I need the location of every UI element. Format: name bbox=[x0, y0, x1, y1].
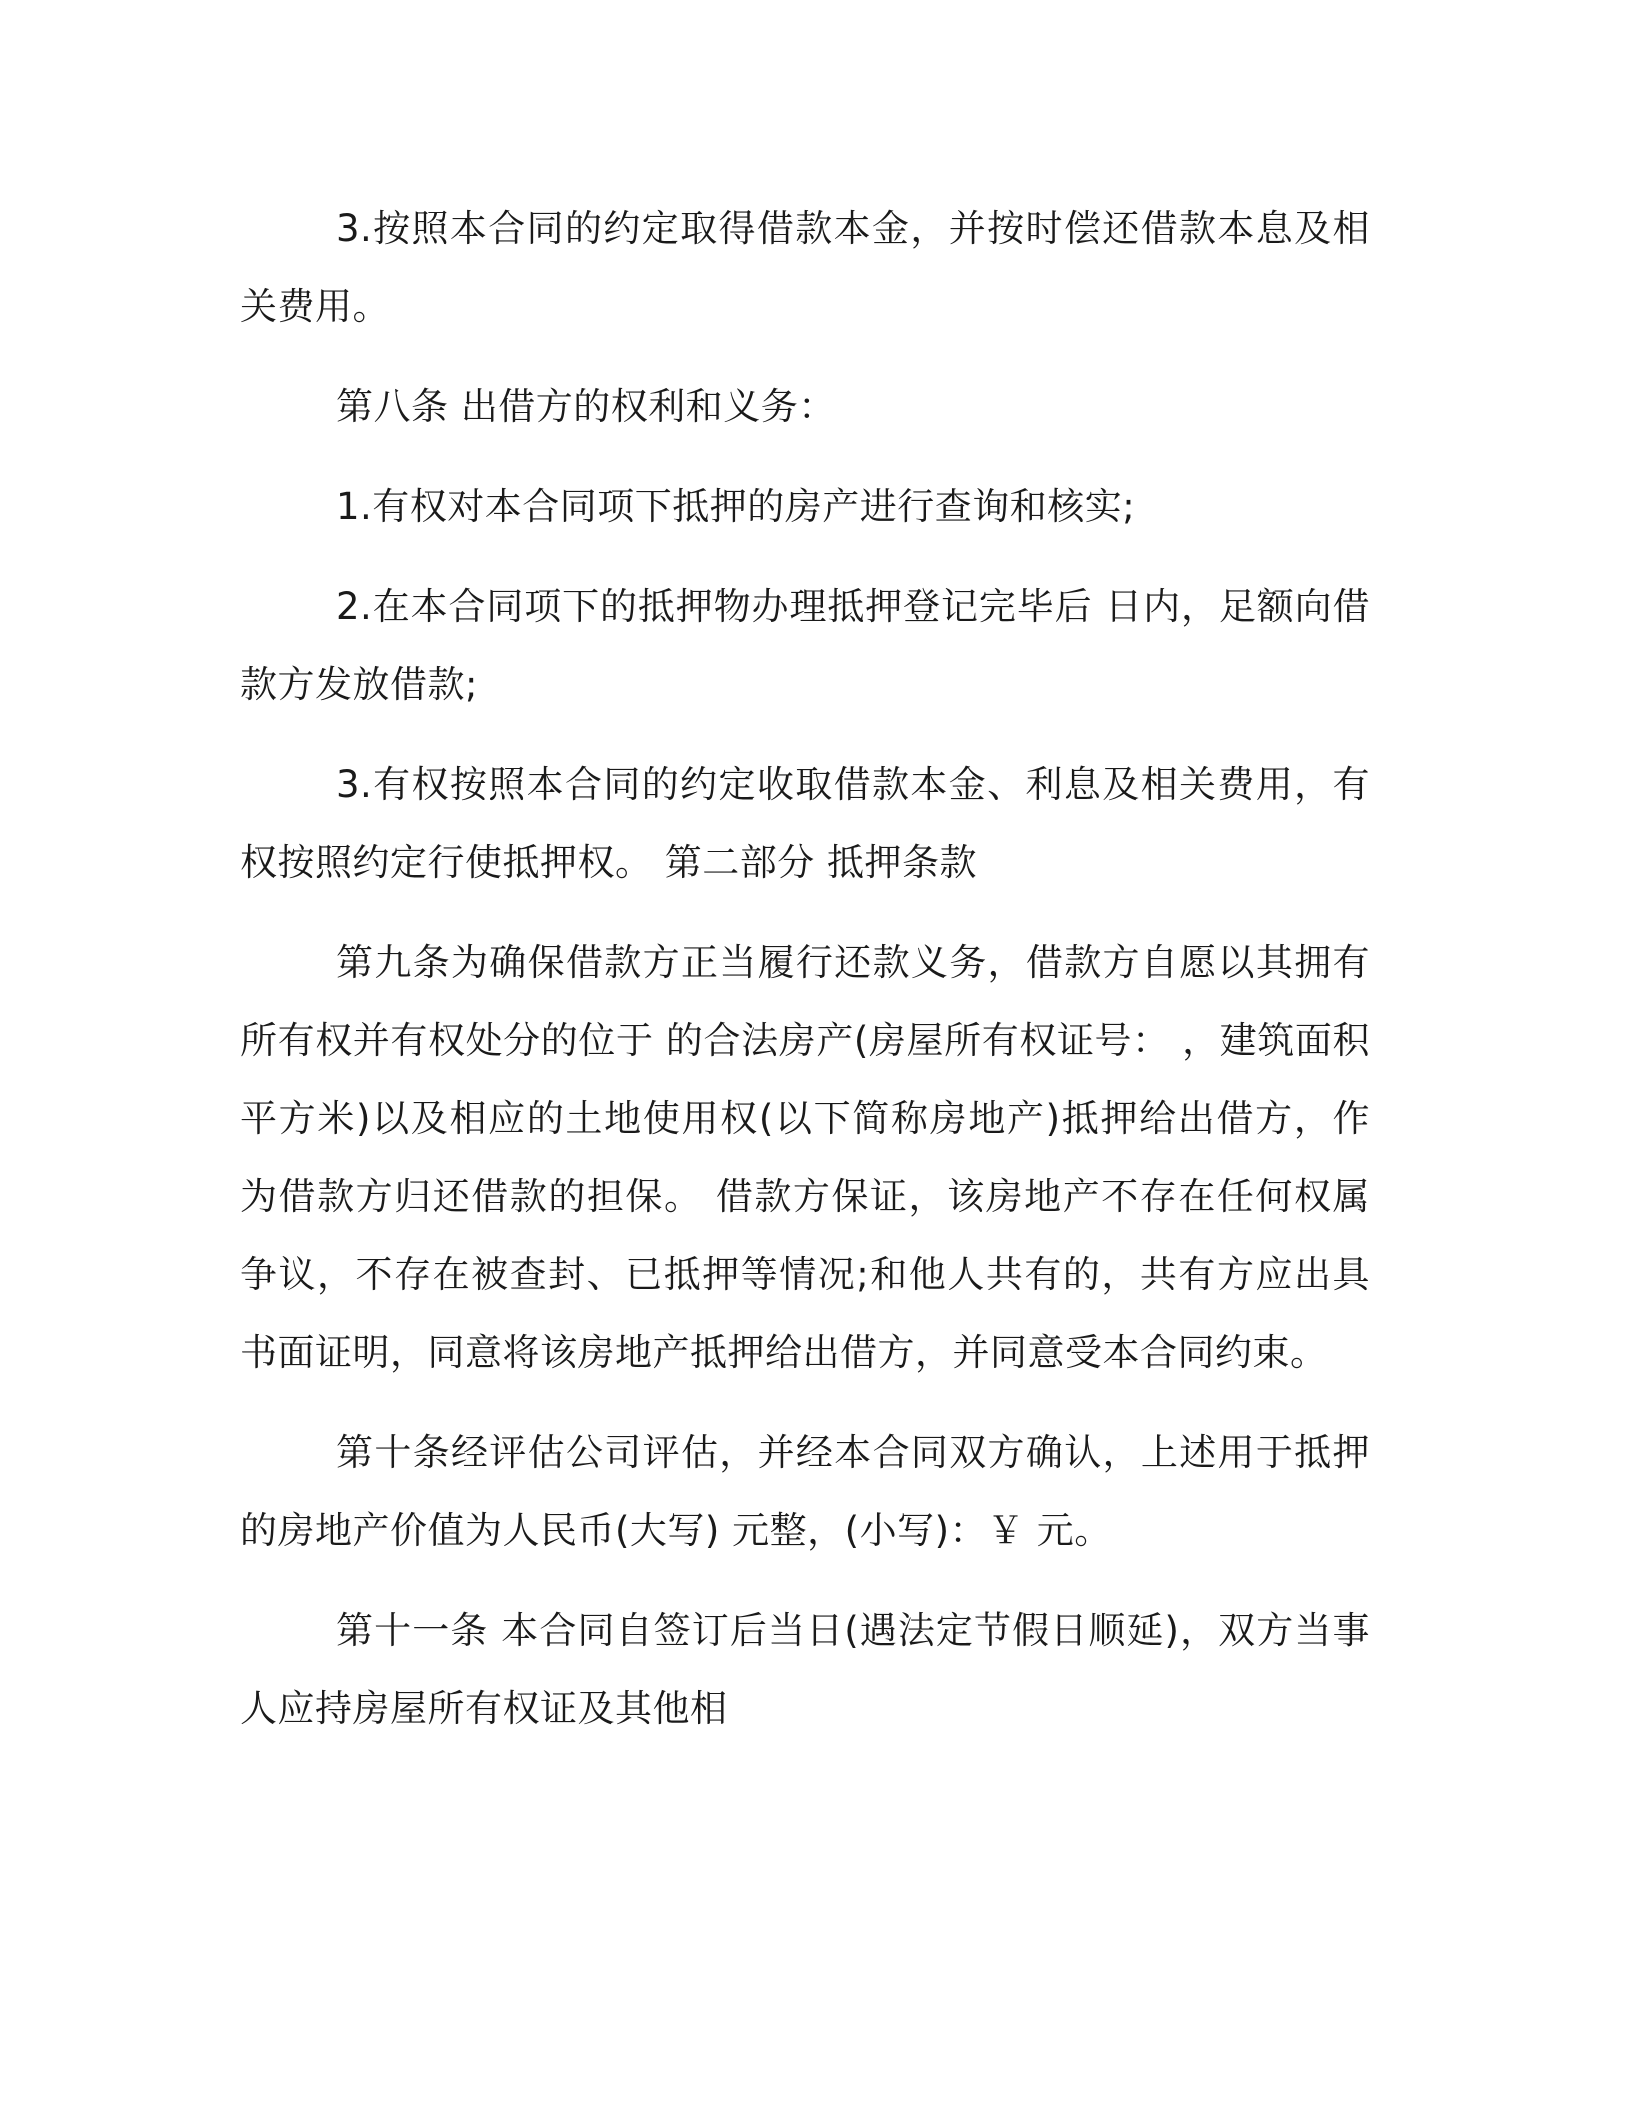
paragraph-article-11: 第十一条 本合同自签订后当日(遇法定节假日顺延)，双方当事人应持房屋所有权证及其他相 bbox=[240, 1609, 1370, 1730]
paragraph-repay-obligation: 3.按照本合同的约定取得借款本金，并按时偿还借款本息及相关费用。 bbox=[240, 207, 1370, 328]
paragraph-lender-right-1: 1.有权对本合同项下抵押的房产进行查询和核实; bbox=[336, 485, 1136, 528]
paragraph-lender-right-3: 3.有权按照本合同的约定收取借款本金、利息及相关费用，有权按照约定行使抵押权。 第二部分 抵押条款 bbox=[240, 763, 1370, 884]
paragraph-article-8-heading: 第八条 出借方的权利和义务： bbox=[336, 385, 836, 428]
paragraph-article-10: 第十条经评估公司评估，并经本合同双方确认，上述用于抵押的房地产价值为人民币(大写) 元整，(小写)：￥ 元。 bbox=[240, 1431, 1370, 1552]
document-body bbox=[240, 190, 1370, 1770]
paragraph-lender-right-2: 2.在本合同项下的抵押物办理抵押登记完毕后 日内，足额向借款方发放借款; bbox=[240, 585, 1370, 706]
paragraph-article-9: 第九条为确保借款方正当履行还款义务，借款方自愿以其拥有所有权并有权处分的位于 的合法房产(房屋所有权证号： ，建筑面积 平方米)以及相应的土地使用权(以下简称房地产)抵押给出借方，作为借款方归还借款的担保。 借款方保证，该房地产不存在任何权属争议，不存在被查封、已抵押等情况;和他人共有的，共有方应出具书面证明，同意将该房地产抵押给出借方，并同意受本合同约束。 bbox=[240, 941, 1370, 1374]
